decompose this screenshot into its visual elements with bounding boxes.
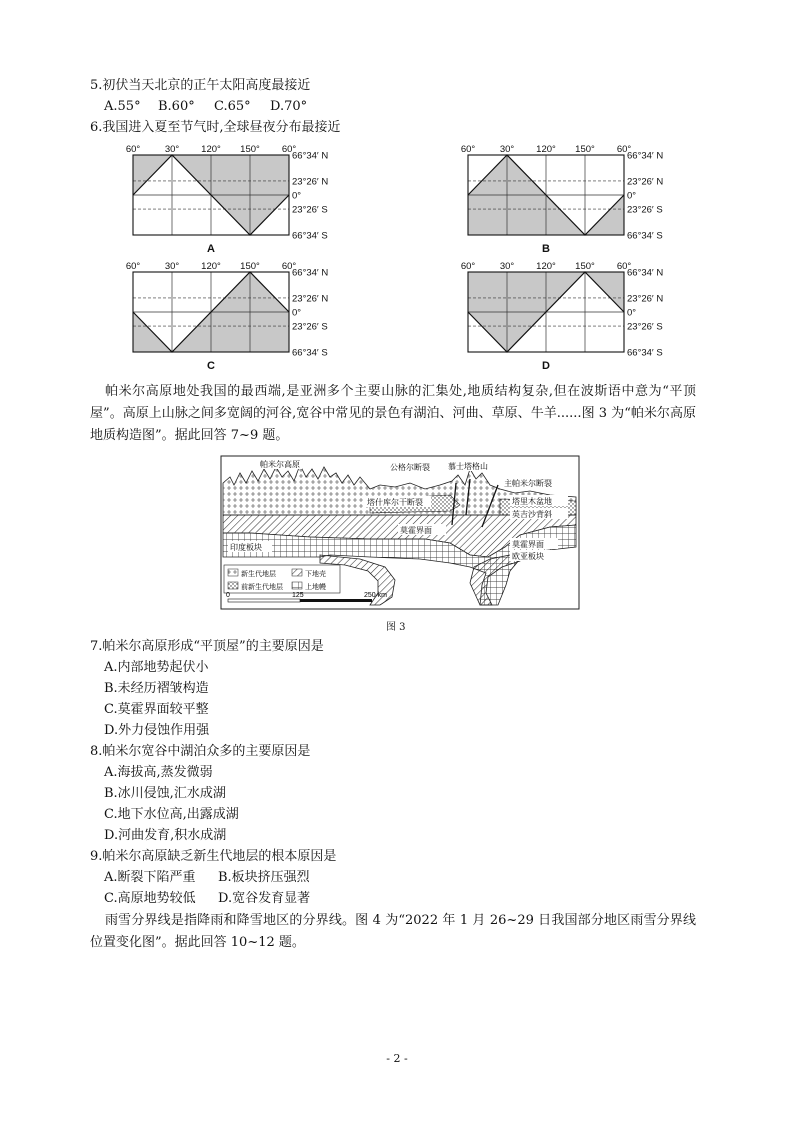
q9-option-b: B.板块挤压强烈 (218, 870, 310, 885)
q5-option-c: C.65° (214, 99, 251, 114)
latitude-tick-label: 23°26′ N (627, 176, 664, 188)
label-main-pamir-fault: 主帕米尔断裂 (504, 479, 552, 488)
label-pamir-plateau: 帕米尔高原 (260, 460, 300, 469)
q9-options-row2 (104, 890, 310, 908)
longitude-tick-label: 60° (281, 144, 297, 155)
label-yingjisha-anticline: 英吉沙背斜 (512, 510, 552, 519)
longitude-tick-label: 150° (240, 261, 260, 272)
longitude-tick-label: 120° (201, 261, 221, 272)
longitude-tick-label: 120° (536, 261, 556, 272)
label-indian-plate: 印度板块 (230, 543, 262, 552)
daynight-diagram-b (461, 144, 664, 255)
latitude-tick-label: 23°26′ S (627, 321, 663, 333)
q9-option-c: C.高原地势较低 (104, 891, 196, 906)
q5-options (104, 98, 307, 116)
figure3-caption: 图 3 (386, 622, 406, 633)
daynight-diagram-a (126, 144, 329, 255)
latitude-tick-label: 23°26′ N (627, 293, 664, 305)
label-kongur-fault: 公格尔断裂 (390, 463, 430, 472)
latitude-tick-label: 66°34′ N (292, 150, 329, 162)
longitude-tick-label: 150° (575, 144, 595, 155)
scale-125: 125 (292, 592, 304, 599)
q8-option-a: A.海拔高,蒸发微弱 (104, 765, 213, 780)
latitude-tick-label: 66°34′ N (292, 267, 329, 279)
longitude-tick-label: 150° (575, 261, 595, 272)
scale-bar (228, 599, 300, 602)
q5-option-b: B.60° (158, 99, 195, 114)
figure3-geologic-section (220, 455, 580, 610)
longitude-tick-label: 60° (616, 261, 632, 272)
q7-stem: 7.帕米尔高原形成“平顶屋”的主要原因是 (90, 639, 324, 654)
q6-daynight-diagrams (0, 140, 794, 380)
label-tashkurgan-fault: 塔什库尔干断裂 (367, 498, 423, 507)
q9-options-row1 (104, 869, 310, 887)
latitude-tick-label: 23°26′ S (627, 204, 663, 216)
longitude-tick-label: 30° (499, 144, 515, 155)
q8-option-d: D.河曲发育,积水成湖 (104, 828, 227, 843)
page-number: - 2 - (386, 1052, 408, 1065)
q7-option-a: A.内部地势起伏小 (104, 660, 209, 675)
scale-0: 0 (226, 592, 230, 599)
diagram-label: C (207, 360, 215, 372)
q8-option-c: C.地下水位高,出露成湖 (104, 807, 239, 822)
longitude-tick-label: 60° (460, 261, 476, 272)
daynight-diagram-d (461, 261, 664, 372)
q7-option-c: C.莫霍界面较平整 (104, 702, 209, 717)
label-eurasian-plate: 欧亚板块 (512, 552, 544, 561)
q7-option-d: D.外力侵蚀作用强 (104, 723, 210, 738)
label-muztagh: 慕士塔格山 (448, 462, 488, 471)
legend-cenozoic: 新生代地层 (241, 571, 276, 578)
longitude-tick-label: 150° (240, 144, 260, 155)
latitude-tick-label: 0° (292, 190, 302, 202)
label-moho-2: 莫霍界面 (512, 540, 544, 549)
daynight-diagram-c (126, 261, 329, 372)
q7-option-b: B.未经历褶皱构造 (104, 681, 209, 696)
label-moho-1: 莫霍界面 (400, 526, 432, 535)
q5-option-a: A.55° (104, 99, 141, 114)
longitude-tick-label: 120° (536, 144, 556, 155)
legend-lower-crust: 下地壳 (305, 571, 326, 578)
diagram-label: B (542, 243, 550, 255)
label-tarim-basin: 塔里木盆地 (512, 497, 552, 506)
diagram-label: D (542, 360, 550, 372)
longitude-tick-label: 60° (616, 144, 632, 155)
legend-upper-mantle: 上地幔 (305, 584, 326, 591)
latitude-tick-label: 0° (292, 307, 302, 319)
q6-stem: 6.我国进入夏至节气时,全球昼夜分布最接近 (90, 120, 341, 135)
latitude-tick-label: 0° (627, 307, 637, 319)
latitude-tick-label: 66°34′ S (627, 230, 663, 242)
diagram-label: A (207, 243, 215, 255)
longitude-tick-label: 60° (460, 144, 476, 155)
longitude-tick-label: 60° (281, 261, 297, 272)
q8-option-b: B.冰川侵蚀,汇水成湖 (104, 786, 226, 801)
latitude-tick-label: 66°34′ S (627, 347, 663, 359)
longitude-tick-label: 60° (125, 261, 141, 272)
longitude-tick-label: 30° (499, 261, 515, 272)
q5-stem: 5.初伏当天北京的正午太阳高度最接近 (90, 78, 311, 93)
longitude-tick-label: 30° (164, 144, 180, 155)
latitude-tick-label: 23°26′ N (292, 293, 329, 305)
latitude-tick-label: 23°26′ N (292, 176, 329, 188)
latitude-tick-label: 66°34′ S (292, 347, 328, 359)
passage-snow-line: 雨雪分界线是指降雨和降雪地区的分界线。图 4 为“2022 年 1 月 26~29 日我国部分地区雨雪分界线位置变化图”。据此回答 10~12 题。 (90, 913, 696, 950)
q9-option-d: D.宽谷发育显著 (218, 891, 311, 906)
latitude-tick-label: 23°26′ S (292, 204, 328, 216)
latitude-tick-label: 66°34′ N (627, 150, 664, 162)
legend-pre-cenozoic: 前新生代地层 (241, 584, 283, 591)
longitude-tick-label: 60° (125, 144, 141, 155)
q9-option-a: A.断裂下陷严重 (104, 870, 196, 885)
q8-stem: 8.帕米尔宽谷中湖泊众多的主要原因是 (90, 744, 311, 759)
q5-option-d: D.70° (270, 99, 308, 114)
longitude-tick-label: 120° (201, 144, 221, 155)
q9-stem: 9.帕米尔高原缺乏新生代地层的根本原因是 (90, 849, 337, 864)
latitude-tick-label: 0° (627, 190, 637, 202)
scale-250: 250 km (364, 592, 387, 599)
latitude-tick-label: 66°34′ S (292, 230, 328, 242)
latitude-tick-label: 23°26′ S (292, 321, 328, 333)
longitude-tick-label: 30° (164, 261, 180, 272)
passage-pamir: 帕米尔高原地处我国的最西端,是亚洲多个主要山脉的汇集处,地质结构复杂,但在波斯语中意为“平顶屋”。高原上山脉之间多宽阔的河谷,宽谷中常见的景色有湖泊、河曲、草原、牛羊......图 3 为“帕米尔高原地质构造图”。据此回答 7~9 题。 (90, 384, 696, 443)
latitude-tick-label: 66°34′ N (627, 267, 664, 279)
